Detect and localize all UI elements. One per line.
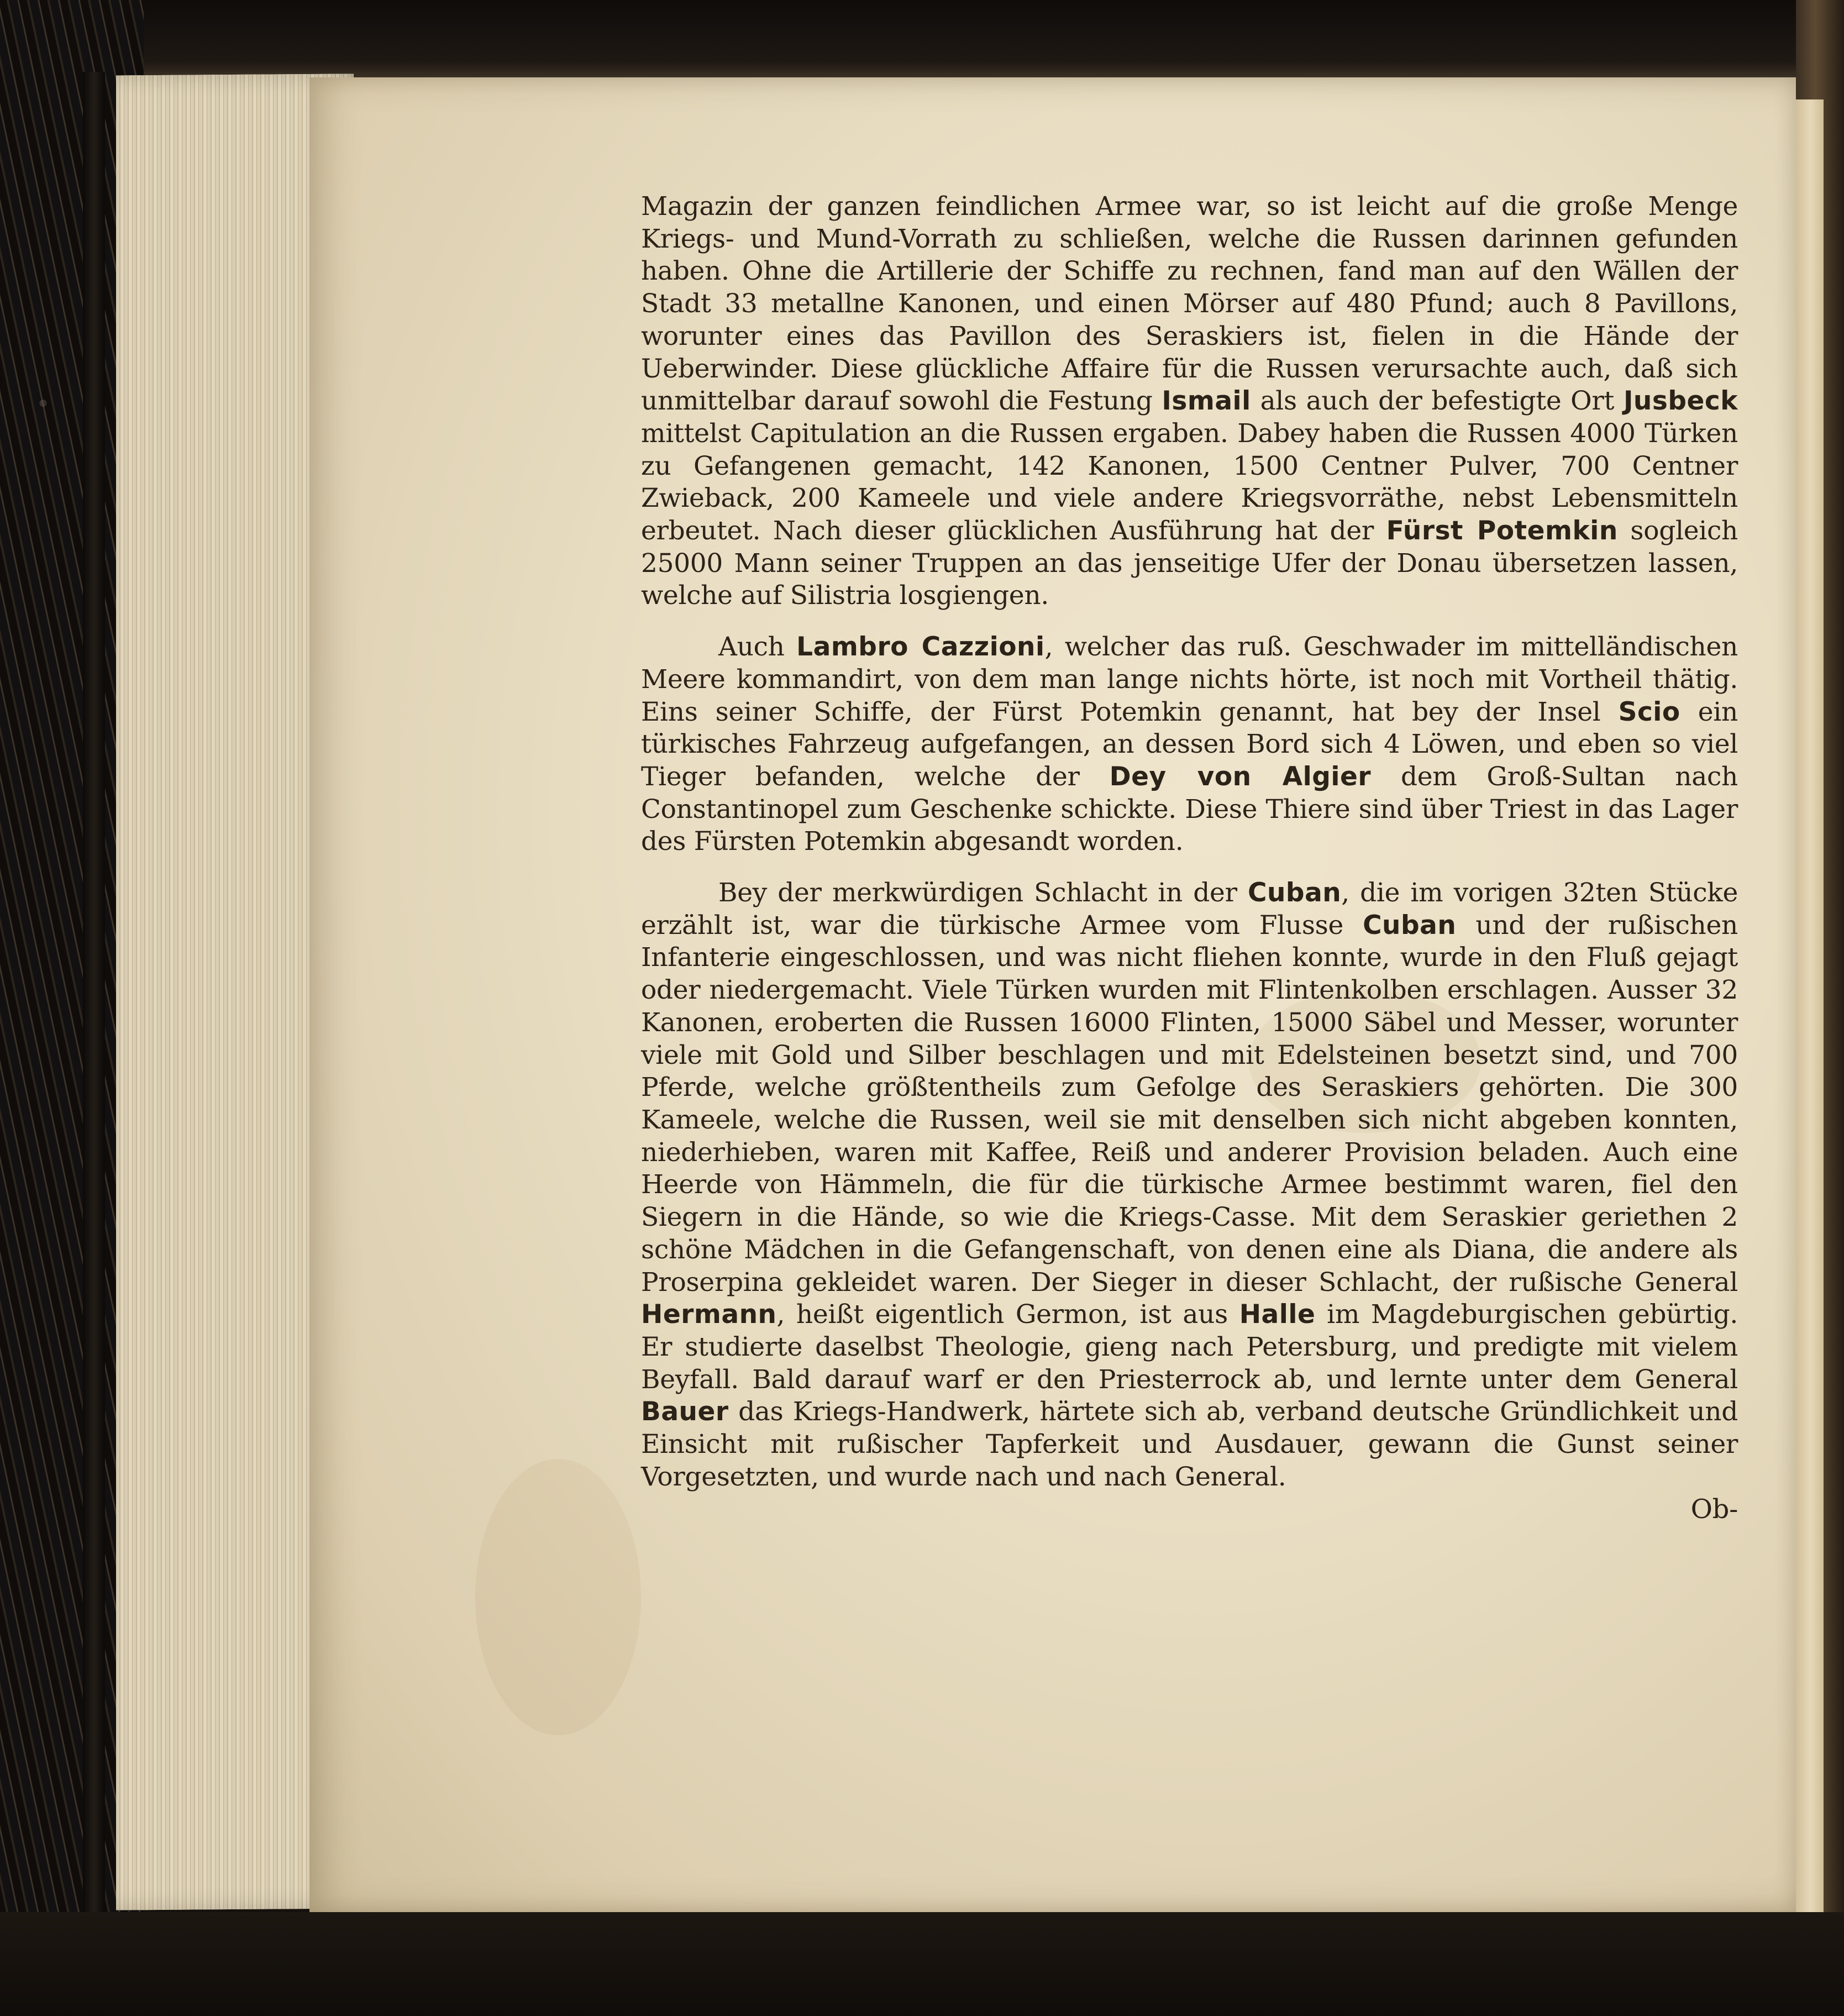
page-text bbox=[641, 191, 1738, 1526]
paragraph bbox=[641, 631, 1738, 858]
text-run: als auch der befestigte Ort bbox=[1251, 386, 1624, 417]
paragraph bbox=[641, 877, 1738, 1493]
text-run: Magazin der ganzen feindlichen Armee war, so ist leicht auf die große Menge Kriegs- und Mund-Vorrath zu schließen, welche die Russen darinnen gefunden haben. Ohne die Artillerie der Schiffe zu rechnen, fand man auf den Wällen der Stadt 33 metallne Kanonen, und einen Mörser auf 480 Pfund; auch 8 Pavillons, worunter eines das Pavillon des Seraskiers ist, fielen in die Hände der Ueberwinder. Diese glückliche Affaire für die Russen verursachte auch, daß sich unmittelbar darauf sowohl die Festung bbox=[641, 191, 1738, 417]
text-run: das Kriegs-Handwerk, härtete sich ab, verband deutsche Gründlichkeit und Einsicht mit rußischer Tapferkeit und Ausdauer, gewann die Gunst seiner Vorgesetzten, und wurde nach und nach General. bbox=[641, 1397, 1738, 1492]
text-run: ein türkisches Fahrzeug aufgefangen, an dessen Bord sich 4 Löwen, und eben so viel Tieger befanden, welche der bbox=[641, 696, 1738, 792]
page-stain bbox=[475, 1459, 641, 1735]
emphasized-name: Cuban bbox=[1247, 878, 1342, 909]
emphasized-name: Hermann bbox=[641, 1299, 777, 1330]
emphasized-name: Cuban bbox=[1363, 910, 1457, 941]
text-run: und der rußischen Infanterie eingeschlossen, und was nicht fliehen konnte, wurde in den Fluß gejagt oder niedergemacht. Viele Türken wurden mit Flintenkolben erschlagen. Ausser 32 Kanonen, eroberten die Russen 16000 Flinten, 15000 Säbel und Messer, worunter viele mit Gold und Silber beschlagen und mit Edelsteinen besetzt sind, und 700 Pferde, welche größtentheils zum Gefolge des Seraskiers gehörten. Die 300 Kameele, welche die Russen, weil sie mit denselben sich nicht abgeben konnten, niederhieben, waren mit Kaffee, Reiß und anderer Provision beladen. Auch eine Heerde von Hämmeln, die für die türkische Armee bestimmt waren, fiel den Siegern in die Hände, so wie die Kriegs-Casse. Mit dem Seraskier geriethen 2 schöne Mädchen in die Gefangenschaft, von denen eine als Diana, die andere als Proserpina gekleidet waren. Der Sieger in dieser Schlacht, der rußische General bbox=[641, 910, 1738, 1298]
emphasized-name: Lambro Cazzioni bbox=[796, 632, 1045, 663]
paragraph bbox=[641, 191, 1738, 612]
emphasized-name: Dey von Algier bbox=[1109, 761, 1372, 792]
text-run: , die im vorigen 32ten Stücke erzählt ist, war die türkische Armee vom Flusse bbox=[641, 878, 1738, 941]
text-run: Bey der merkwürdigen Schlacht in der bbox=[718, 878, 1248, 909]
emphasized-name: Bauer bbox=[641, 1397, 729, 1427]
text-run: , heißt eigentlich Germon, ist aus bbox=[776, 1299, 1239, 1330]
emphasized-name: Ismail bbox=[1162, 386, 1251, 417]
cover-edge bbox=[83, 72, 105, 1940]
text-run: Auch bbox=[718, 632, 797, 663]
text-run: sogleich 25000 Mann seiner Truppen an das jenseitige Ufer der Donau übersetzen lassen, welche auf Silistria losgiengen. bbox=[641, 516, 1738, 611]
text-run: im Magdeburgischen gebürtig. Er studierte daselbst Theologie, gieng nach Petersburg, und predigte mit vielem Beyfall. Bald darauf warf er den Priesterrock ab, und lernte unter dem General bbox=[641, 1299, 1738, 1395]
catchword: Ob- bbox=[1690, 1494, 1738, 1525]
emphasized-name: Jusbeck bbox=[1623, 386, 1738, 417]
emphasized-name: Fürst Potemkin bbox=[1386, 516, 1618, 547]
emphasized-name: Scio bbox=[1618, 696, 1680, 727]
book-cover-top bbox=[0, 0, 1844, 77]
book-cover-bottom bbox=[0, 1912, 1844, 2016]
emphasized-name: Halle bbox=[1239, 1299, 1316, 1330]
text-run: , welcher das ruß. Geschwader im mittelländischen Meere kommandirt, von dem man lange nichts hörte, ist noch mit Vortheil thätig. Eins seiner Schiffe, der Fürst Potemkin genannt, hat bey der Insel bbox=[641, 632, 1738, 727]
text-run: mittelst Capitulation an die Russen ergaben. Dabey haben die Russen 4000 Türken zu Gefangenen gemacht, 142 Kanonen, 1500 Centner Pulver, 700 Centner Zwieback, 200 Kameele und viele andere Kriegsvorräthe, nebst Lebensmitteln erbeutet. Nach dieser glücklichen Ausführung hat der bbox=[641, 418, 1738, 547]
catchword-row bbox=[641, 1493, 1738, 1526]
text-run: dem Groß-Sultan nach Constantinopel zum Geschenke schickte. Diese Thiere sind über Triest in das Lager des Fürsten Potemkin abgesandt worden. bbox=[641, 761, 1738, 857]
